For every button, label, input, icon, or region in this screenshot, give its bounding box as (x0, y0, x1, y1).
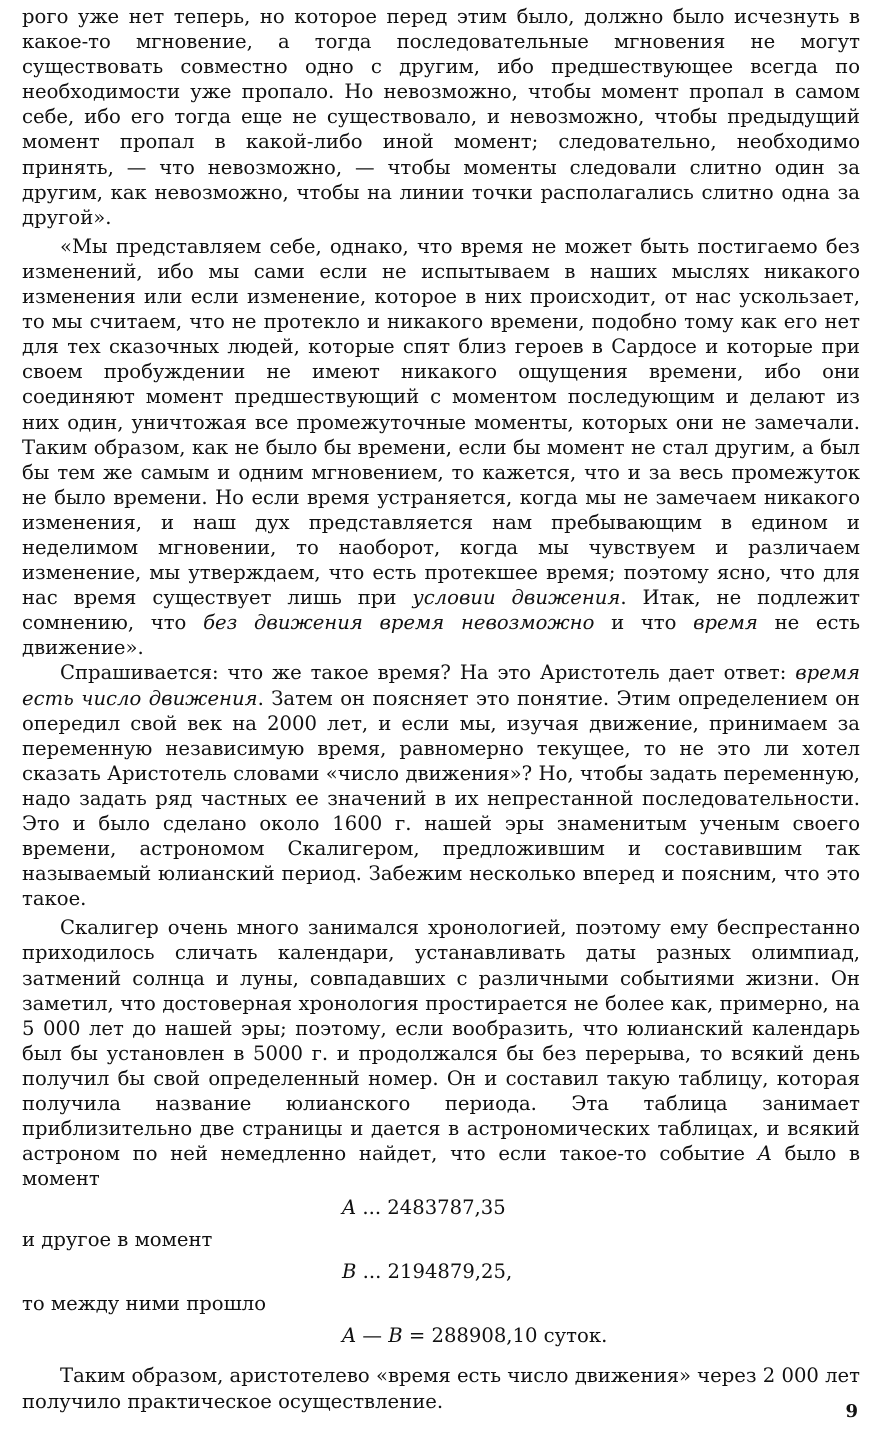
paragraph-3-text-b: . Затем он поясняет это понятие. Этим определением он опередил свой век на 2000 лет, и если мы, изучая движение, принимаем за переменную независимую время, равномерно текущее, то не это ли хотел сказать Аристотель словами «число движения»? Но, чтобы задать переменную, надо задать ряд частных ее значений в их непрестанной последовательности. Это и было сделано около 1600 г. нашей эры знаменитым ученым своего времени, астрономом Скалигером, предложившим и составившим так называемый юлианский период. Забежим несколько вперед и поясним, что это такое. (22, 686, 860, 911)
paragraph-3-emphasis: время есть число движения (22, 661, 860, 710)
formula-difference (22, 1319, 860, 1355)
paragraph-2 (22, 234, 860, 661)
lead-text-2 (22, 1227, 860, 1255)
paragraph-2-emphasis-2: без движения время невозможно (203, 611, 595, 635)
page-number: 9 (845, 1401, 858, 1422)
formula-value-b: ... 2194879,25, (356, 1260, 513, 1284)
paragraph-final (22, 1363, 860, 1413)
formula-moment-a (22, 1191, 860, 1227)
document-page (22, 4, 860, 1414)
paragraph-final-text: Таким образом, аристотелево «время есть число движения» через 2 000 лет получило практическое осуществление. (22, 1364, 860, 1413)
formula-diff-minus: — (356, 1324, 389, 1348)
paragraph-1-text: рого уже нет теперь, но которое перед этим было, должно было исчезнуть в какое-то мгновение, а тогда последовательные мгновения не могут существовать совместно одно с другим, ибо предшествующее всегда по необходимости уже пропало. Но невозможно, чтобы момент пропал в самом себе, ибо его тогда еще не существовало, и невозможно, чтобы предыдущий момент пропал в какой-либо иной момент; следовательно, необходимо принять, — что невозможно, — чтобы моменты следовали слитно один за другим, как невозможно, чтобы на линии точки располагались слитно одна за другой». (22, 5, 860, 229)
paragraph-2-text-d: не есть движение». (22, 611, 860, 660)
paragraph-4 (22, 915, 860, 1191)
lead-text-2-content: и другое в момент (22, 1228, 213, 1252)
formula-value-a: ... 2483787,35 (356, 1196, 506, 1220)
paragraph-4-text-a: Скалигер очень много занимался хронологией, поэтому ему беспрестанно приходилось сличать календари, устанавливать даты разных олимпиад, затмений солнца и луны, совпадавших с различными событиями жизни. Он заметил, что достоверная хронология простирается не более как, примерно, на 5 000 лет до нашей эры; поэтому, если вообразить, что юлианский календарь был бы установлен в 5000 г. и продолжался бы без перерыва, то всякий день получил бы свой определенный номер. Он и составил такую таблицу, которая получила название юлианского периода. Эта таблица занимает приблизительно две страницы и дается в астрономических таблицах, и всякий астроном по ней немедленно найдет, что если такое-то событие (22, 916, 860, 1166)
paragraph-4-emphasis: A (757, 1142, 772, 1166)
lead-text-3 (22, 1291, 860, 1319)
lead-text-3-content: то между ними прошло (22, 1292, 267, 1316)
paragraph-2-text-a: «Мы представляем себе, однако, что время не может быть постигаемо без изменений, ибо мы сами если не испытываем в наших мыслях никакого изменения или если изменение, которое в них происходит, от нас ускользает, то мы считаем, что не протекло и никакого времени, подобно тому как его нет для тех сказочных людей, которые спят близ героев в Сардосе и которые при своем пробуждении не имеют никакого ощущения времени, ибо они соединяют момент предшествующий с моментом последующим и делают из них один, уничтожая все промежуточные моменты, которых они не замечали. Таким образом, как не было бы времени, если бы момент не стал другим, а был бы тем же самым и одним мгновением, то кажется, что и за весь промежуток не было времени. Но если время устраняется, когда мы не замечаем никакого изменения, и наш дух представляется нам пребывающим в едином и неделимом мгновении, то наоборот, когда мы чувствуем и различаем изменение, мы утверждаем, что есть протекшее время; поэтому ясно, что для нас время существует лишь при (22, 234, 860, 610)
paragraph-4-text-b: было в момент (22, 1142, 860, 1191)
paragraph-2-emphasis-3: время (693, 611, 758, 635)
formula-var-b: B (342, 1260, 357, 1284)
paragraph-3 (22, 660, 860, 911)
formula-diff-value: = 288908,10 суток. (402, 1324, 608, 1348)
paragraph-2-emphasis-1: условии движения (412, 586, 621, 610)
formula-diff-var-b: B (388, 1324, 403, 1348)
paragraph-3-text-a: Спрашивается: что же такое время? На это Аристотель дает ответ: (60, 661, 796, 685)
formula-moment-b (22, 1255, 860, 1291)
formula-diff-var-a: A (342, 1324, 357, 1348)
paragraph-2-text-c: и что (594, 611, 694, 635)
paragraph-2-text-b: . Итак, не подлежит сомнению, что (22, 586, 860, 635)
paragraph-1 (22, 4, 860, 230)
formula-var-a: A (342, 1196, 357, 1220)
